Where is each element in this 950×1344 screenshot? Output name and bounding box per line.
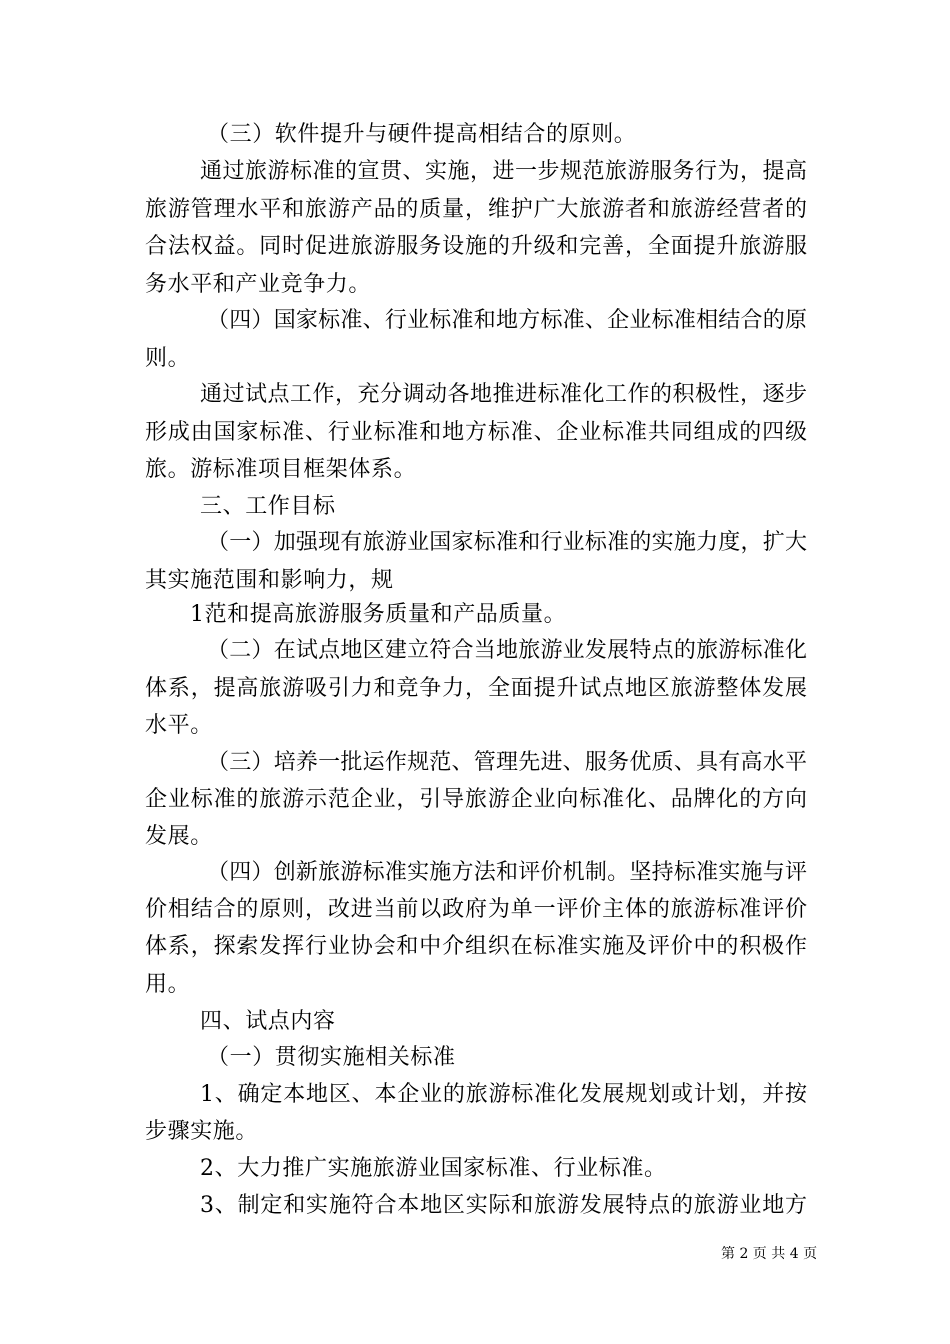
text-line: 发展。 xyxy=(145,824,213,849)
text-line: 水平。 xyxy=(145,713,213,738)
text-line: （一）贯彻实施相关标准 xyxy=(207,1045,456,1070)
page-number: 第 2 页 共 4 页 xyxy=(721,1246,818,1262)
text-line: 通过旅游标准的宣贯、实施，进一步规范旅游服务行为，提高 xyxy=(200,159,807,184)
text-line: （三）培养一批运作规范、管理先进、服务优质、具有高水平 xyxy=(207,750,807,775)
text-line: 通过试点工作，充分调动各地推进标准化工作的积极性，逐步 xyxy=(200,382,807,407)
text-line: （四）创新旅游标准实施方法和评价机制。坚持标准实施与评 xyxy=(207,860,807,885)
section-heading: 四、试点内容 xyxy=(200,1009,336,1034)
text-line: 企业标准的旅游示范企业，引导旅游企业向标准化、品牌化的方向 xyxy=(145,787,807,812)
text-line: 旅。游标准项目框架体系。 xyxy=(145,457,417,482)
text-line: （一）加强现有旅游业国家标准和行业标准的实施力度，扩大 xyxy=(207,530,807,555)
section-heading: 三、工作目标 xyxy=(200,494,336,519)
text-line: 步骤实施。 xyxy=(145,1119,259,1144)
text-line: 旅游管理水平和旅游产品的质量，维护广大旅游者和旅游经营者的 xyxy=(145,197,807,222)
text-line: （三）软件提升与硬件提高相结合的原则。 xyxy=(207,122,637,147)
text-line: 2、大力推广实施旅游业国家标准、行业标准。 xyxy=(200,1156,667,1181)
text-line: 务水平和产业竞争力。 xyxy=(145,272,372,297)
text-line: （四）国家标准、行业标准和地方标准、企业标准相结合的原 xyxy=(207,308,807,333)
text-line: 体系，探索发挥行业协会和中介组织在标准实施及评价中的积极作 xyxy=(145,934,807,959)
text-line: 1、确定本地区、本企业的旅游标准化发展规划或计划，并按 xyxy=(200,1082,807,1107)
text-line: 1范和提高旅游服务质量和产品质量。 xyxy=(190,602,567,627)
text-line: 用。 xyxy=(145,972,191,997)
text-line: 价相结合的原则，改进当前以政府为单一评价主体的旅游标准评价 xyxy=(145,897,807,922)
text-line: 其实施范围和影响力，规 xyxy=(145,568,394,593)
text-line: （二）在试点地区建立符合当地旅游业发展特点的旅游标准化 xyxy=(207,638,807,663)
text-line: 体系，提高旅游吸引力和竞争力，全面提升试点地区旅游整体发展 xyxy=(145,676,807,701)
text-line: 3、制定和实施符合本地区实际和旅游发展特点的旅游业地方 xyxy=(200,1193,807,1218)
text-line: 则。 xyxy=(145,346,191,371)
text-line: 合法权益。同时促进旅游服务设施的升级和完善，全面提升旅游服 xyxy=(145,234,807,259)
text-line: 形成由国家标准、行业标准和地方标准、企业标准共同组成的四级 xyxy=(145,420,807,445)
